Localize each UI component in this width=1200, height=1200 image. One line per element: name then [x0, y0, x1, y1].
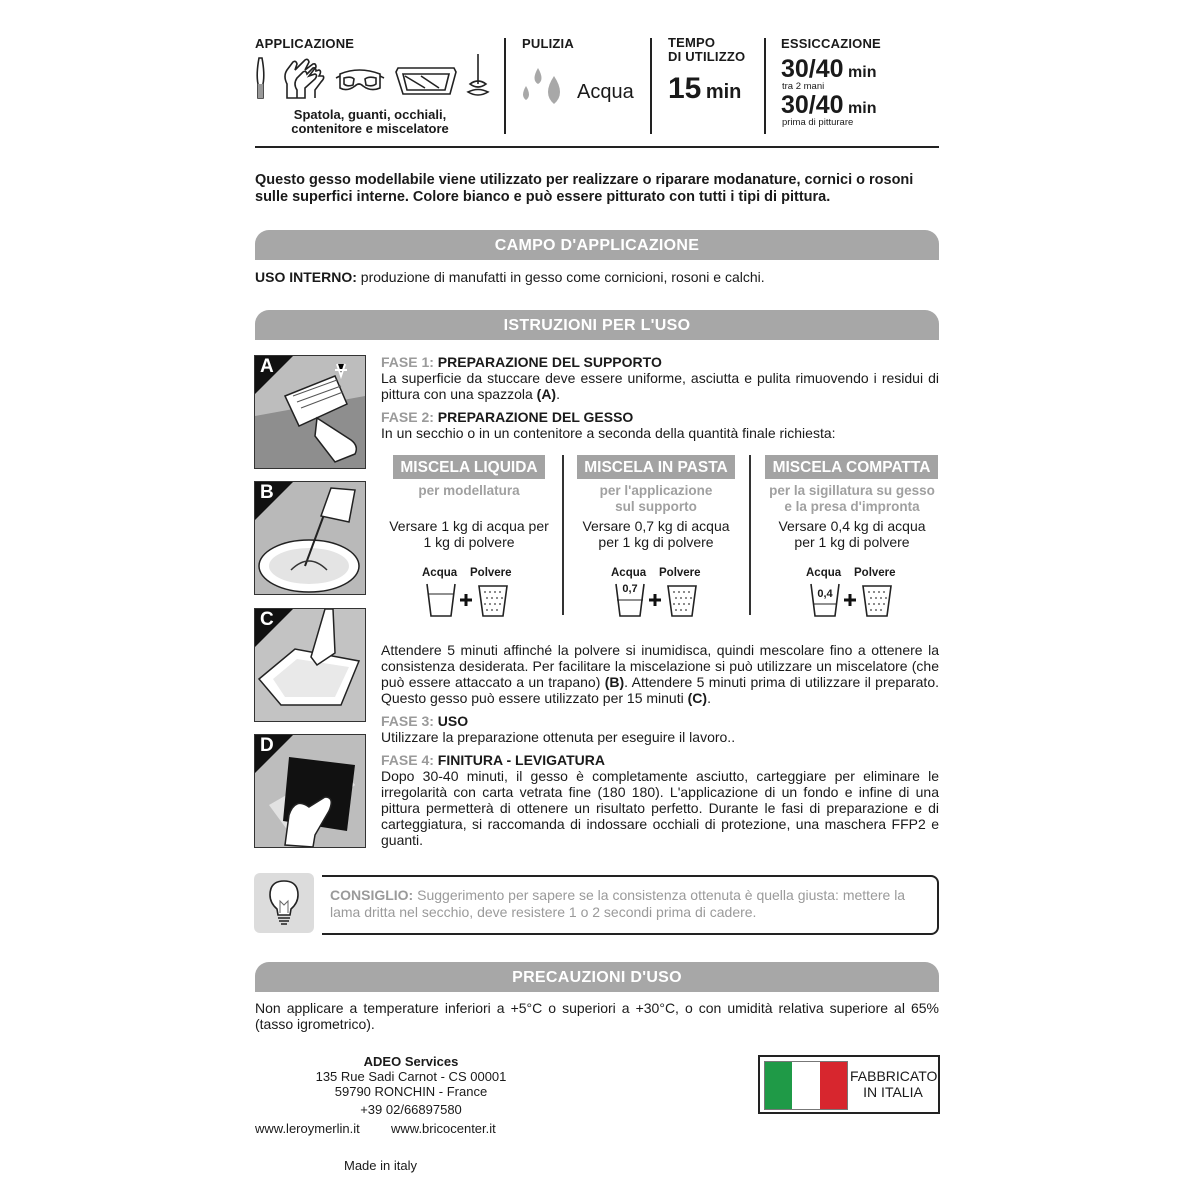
phase3-text: Utilizzare la preparazione ottenuta per eseguire il lavoro.. [381, 729, 736, 745]
usage-time-title [668, 36, 745, 64]
phase-title: PREPARAZIONE DEL GESSO [437, 409, 634, 425]
precautions-banner: PRECAUZIONI D'USO [255, 962, 939, 992]
image-ref: (B) [604, 674, 625, 690]
step-letter: A [260, 356, 274, 377]
gloves-icon [285, 59, 324, 98]
step-letter: D [260, 735, 274, 756]
mix-instructions-line: per 1 kg di polvere [794, 534, 910, 550]
phase-body: La superficie da stuccare deve essere uniforme, asciutta e pulita rimuovendo i residui di pittura con una spazzola [381, 370, 939, 402]
company-address-1: 135 Rue Sadi Carnot - CS 00001 [315, 1069, 507, 1084]
drying-note-2: prima di pitturare [782, 117, 854, 128]
instructions-banner: ISTRUZIONI PER L'USO [255, 310, 939, 340]
intro-line: sulle superfici interne. Colore bianco e può essere pitturato con tutti i tipi di pittura. [255, 189, 831, 205]
step-letter: C [260, 609, 274, 630]
intro-line: Questo gesso modellabile viene utilizzato per realizzare o riparare modanature, cornici o rosoni [255, 172, 914, 188]
mix-subtitle-line: per modellatura [418, 483, 520, 498]
phase-label: FASE 2: [381, 409, 434, 425]
usage-time-unit: min [705, 81, 742, 103]
badge-line: IN ITALIA [863, 1084, 923, 1100]
title-line: DI UTILIZZO [668, 49, 746, 64]
drying-number: 30/40 [781, 91, 844, 119]
badge-text [850, 1068, 936, 1100]
cup-value: 0,7 [622, 583, 638, 595]
mix-instructions-line: Versare 0,7 kg di acqua [582, 518, 730, 534]
drying-unit: min [848, 100, 877, 117]
tip-label: CONSIGLIO: [330, 887, 414, 903]
step-image-a [254, 355, 366, 469]
phase-label: FASE 3: [381, 713, 434, 729]
field-body: produzione di manufatti in gesso come cornicioni, rosoni e calchi. [356, 269, 765, 285]
image-ref: (A) [536, 386, 557, 402]
lightbulb-icon [254, 873, 314, 933]
field-label: USO INTERNO: [255, 269, 357, 285]
application-tools-icons [253, 54, 493, 102]
step-image-c [254, 608, 366, 722]
website-bricocenter[interactable]: www.bricocenter.it [391, 1121, 496, 1136]
mix-subtitle-line: per l'applicazione [599, 483, 713, 498]
powder-label: Polvere [659, 567, 701, 579]
italy-flag-icon [764, 1061, 848, 1110]
mix-subtitle-line: sul supporto [615, 499, 697, 514]
mix-divider [562, 455, 564, 615]
step-image-b [254, 481, 366, 595]
precautions-text: Non applicare a temperature inferiori a +5°C o superiori a +30°C, o con umidità relativa superiore al 65% (tasso igrometrico). [255, 1000, 939, 1032]
tip-body: Suggerimento per sapere se la consistenza ottenuta è quella giusta: mettere la lama dritta nel secchio, deve resistere 1 o 2 secondi prima di cadere. [330, 887, 906, 920]
mixing-body: Attendere 5 minuti affinché la polvere si inumidisca, quindi mescolare fino a ottenere la consistenza desiderata. Per facilitare la miscelazione si può utilizzare un miscelatore (che può essere attaccato a un trapano) [381, 642, 939, 690]
cup-value: 0,4 [817, 588, 833, 600]
field-banner: CAMPO D'APPLICAZIONE [255, 230, 939, 260]
water-plus-powder-icon [424, 582, 514, 618]
image-ref: (C) [687, 690, 708, 706]
flag-stripe-white [792, 1062, 820, 1109]
mix-instructions-line: Versare 1 kg di acqua per [389, 518, 549, 534]
mix-instructions [378, 518, 560, 550]
water-label: Acqua [806, 567, 842, 579]
phase4-heading [381, 752, 605, 768]
made-in-text: Made in italy [344, 1158, 417, 1173]
badge-line: FABBRICATO [850, 1068, 938, 1084]
phase2-text: In un secchio o in un contenitore a seconda della quantità finale richiesta: [381, 425, 836, 441]
step-letter: B [260, 482, 274, 503]
mix-instructions [757, 518, 947, 550]
title-line: TEMPO [668, 35, 716, 50]
mixing-text [381, 642, 939, 706]
drying-number: 30/40 [781, 55, 844, 83]
water-drops-icon [518, 66, 574, 110]
mix-subtitle-line: e la presa d'impronta [784, 499, 920, 514]
container-icon [396, 68, 456, 94]
caption-line: contenitore e miscelatore [291, 121, 449, 136]
phase-body: . [556, 386, 560, 402]
water-label: Acqua [422, 567, 458, 579]
goggles-icon [336, 70, 384, 90]
mix-subtitle-line: per la sigillatura su gesso [769, 483, 935, 498]
intro-text [255, 172, 955, 206]
phase2-heading [381, 409, 633, 425]
cleaning-title: PULIZIA [522, 36, 574, 51]
spatula-icon [257, 58, 264, 98]
divider [764, 38, 766, 134]
tip-icon-box [254, 873, 314, 933]
phase-title: FINITURA - LEVIGATURA [437, 752, 606, 768]
water-label: Acqua [611, 567, 647, 579]
company-address-2: 59790 RONCHIN - France [334, 1084, 488, 1099]
company-phone: +39 02/66897580 [360, 1102, 462, 1117]
mix-title: MISCELA IN PASTA [577, 455, 735, 479]
application-caption [255, 108, 485, 136]
caption-line: Spatola, guanti, occhiali, [293, 107, 447, 122]
phase1-heading [381, 354, 662, 370]
mix-instructions-line: Versare 0,4 kg di acqua [778, 518, 926, 534]
drying-note-1: tra 2 mani [782, 81, 825, 92]
application-title: APPLICAZIONE [255, 36, 355, 51]
powder-label: Polvere [470, 567, 512, 579]
phase-label: FASE 4: [381, 752, 434, 768]
phase1-text [381, 370, 939, 402]
drying-title: ESSICCAZIONE [781, 36, 881, 51]
phase4-text: Dopo 30-40 minuti, il gesso è completamente asciutto, carteggiare per eliminare le irregolarità con carta vetrata fine (180 180). L'applicazione di un fondo e infine di una pittura permetterà di ottenere un risultato perfetto. Durante le fasi di preparazione e di carteggiatura, si raccomanda di indossare occhiali di protezione, una maschera FFP2 e guanti. [381, 768, 939, 848]
phase-title: PREPARAZIONE DEL SUPPORTO [437, 354, 662, 370]
flag-stripe-red [820, 1062, 847, 1109]
step-image-d [254, 734, 366, 848]
header-divider [255, 146, 939, 148]
drying-unit: min [848, 64, 877, 81]
phase3-heading [381, 713, 468, 729]
mix-instructions [565, 518, 747, 550]
phase-label: FASE 1: [381, 354, 434, 370]
mix-subtitle [757, 483, 947, 515]
website-leroymerlin[interactable]: www.leroymerlin.it [255, 1121, 360, 1136]
tip-text [330, 887, 930, 921]
company-name: ADEO Services [363, 1054, 459, 1069]
powder-label: Polvere [854, 567, 896, 579]
mix-title: MISCELA COMPATTA [765, 455, 938, 479]
mix-subtitle [378, 483, 560, 499]
made-in-italy-badge [758, 1055, 940, 1114]
mix-subtitle [565, 483, 747, 515]
usage-time-number: 15 [668, 72, 702, 105]
field-text [255, 269, 939, 285]
cleaning-value: Acqua [577, 81, 634, 103]
divider [650, 38, 652, 134]
mixing-body: . [707, 690, 711, 706]
mixer-icon [468, 54, 488, 95]
phase-title: USO [437, 713, 469, 729]
mixing-body: . Attendere 5 minuti prima di utilizzare il preparato. Questo gesso può essere utilizzato per 15 minuti [381, 674, 939, 706]
mix-title: MISCELA LIQUIDA [393, 455, 545, 479]
usage-time-value [668, 72, 741, 106]
divider [504, 38, 506, 134]
mix-instructions-line: 1 kg di polvere [423, 534, 515, 550]
mix-instructions-line: per 1 kg di polvere [598, 534, 714, 550]
flag-stripe-green [765, 1062, 792, 1109]
mix-divider [749, 455, 751, 615]
